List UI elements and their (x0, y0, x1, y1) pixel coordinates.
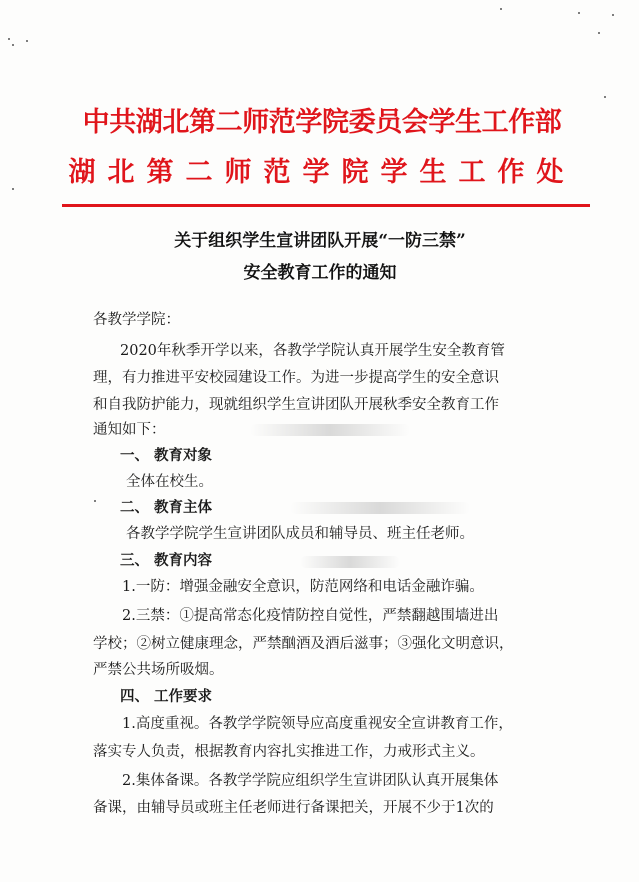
section-3-item-2-line-1: 2.三禁：①提高常态化疫情防控自觉性，严禁翻越围墙进出 (122, 608, 499, 624)
section-4-item-1-line-1: 1.高度重视。各教学学院领导应高度重视安全宣讲教育工作， (122, 716, 513, 732)
document-title-line-2: 安全教育工作的通知 (243, 263, 397, 283)
letterhead-divider (62, 204, 590, 207)
section-1-heading: 一、 教育对象 (120, 447, 213, 464)
scan-speck (8, 38, 10, 40)
section-4-item-2-line-2: 备课，由辅导员或班主任老师进行备课把关，开展不少于1次的 (93, 800, 494, 816)
section-3-heading: 三、 教育内容 (120, 552, 213, 569)
scan-speck (598, 32, 600, 34)
document-title-line-1: 关于组织学生宣讲团队开展“一防三禁” (174, 231, 466, 251)
intro-line-2: 理，有力推进平安校园建设工作。为进一步提高学生的安全意识 (93, 370, 499, 386)
scan-speck (26, 40, 28, 42)
section-3-item-2-line-2: 学校；②树立健康理念，严禁酗酒及酒后滋事；③强化文明意识， (93, 636, 514, 652)
intro-line-1: 2020年秋季开学以来，各教学学院认真开展学生安全教育管 (120, 343, 505, 359)
faint-stamp-mark (250, 424, 410, 436)
section-4-heading: 四、 工作要求 (120, 688, 213, 705)
scan-speck (12, 188, 14, 190)
faint-stamp-mark (300, 556, 400, 568)
section-3-item-2-line-3: 严禁公共场所吸烟。 (93, 662, 224, 678)
letterhead-line-2: 湖北第二师范学院学生工作处 (68, 157, 576, 188)
intro-line-3: 和自我防护能力，现就组织学生宣讲团队开展秋季安全教育工作 (93, 397, 499, 413)
scan-speck (500, 8, 502, 10)
section-4-item-2-line-1: 2.集体备课。各教学学院应组织学生宣讲团队认真开展集体 (122, 773, 499, 789)
scan-speck (578, 12, 580, 14)
section-4-item-1-line-2: 落实专人负责，根据教育内容扎实推进工作，力戒形式主义。 (93, 744, 485, 760)
section-3-item-1: 1.一防：增强金融安全意识，防范网络和电话金融诈骗。 (122, 579, 484, 595)
scan-speck (12, 44, 14, 46)
section-1-content: 全体在校生。 (126, 474, 213, 490)
salutation: 各教学学院： (93, 312, 180, 328)
scan-speck (612, 14, 614, 16)
letterhead-line-1: 中共湖北第二师范学院委员会学生工作部 (82, 107, 562, 138)
section-2-content: 各教学学院学生宣讲团队成员和辅导员、班主任老师。 (126, 526, 474, 542)
scan-speck (94, 500, 96, 502)
section-2-heading: 二、 教育主体 (120, 499, 213, 516)
scan-speck (604, 96, 606, 98)
intro-line-4: 通知如下： (93, 422, 166, 438)
faint-stamp-mark (290, 502, 470, 514)
